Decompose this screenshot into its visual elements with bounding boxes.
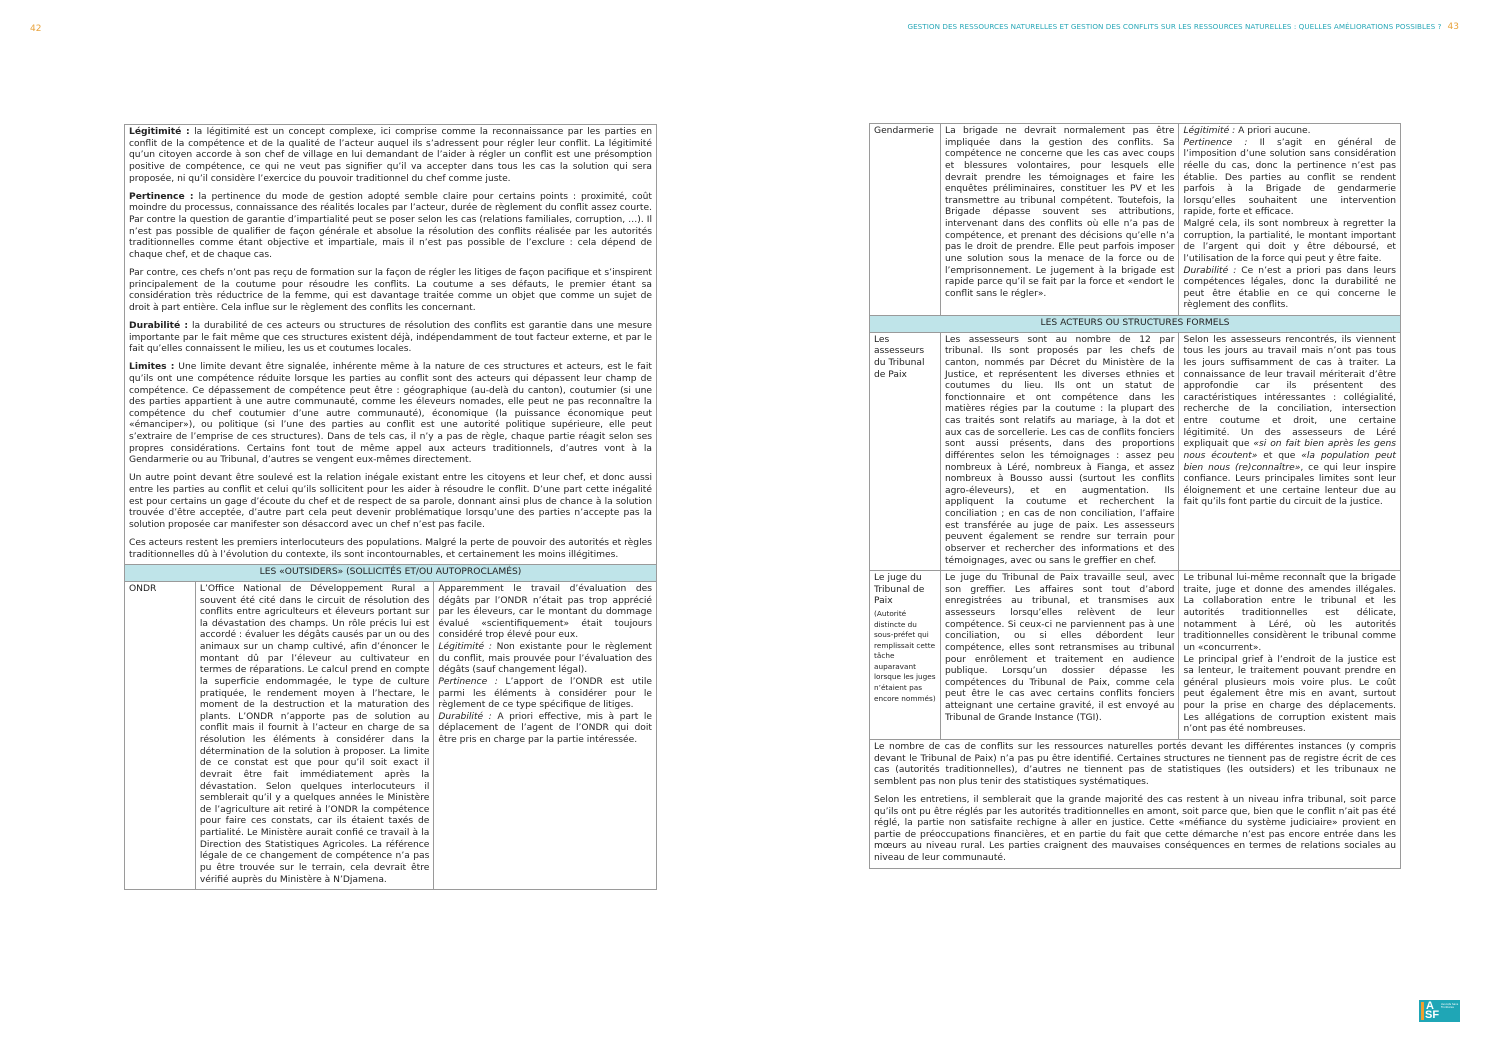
ondr-intro: Apparemment le travail d’évaluation des dégâts par l’ONDR n’était pas trop apprécié par les éleveurs, car le montant du dommage évalué «scientifiquement» était toujours considéré trop élevé pour eux.	[438, 583, 652, 641]
par-contre-paragraph: Par contre, ces chefs n’ont pas reçu de formation sur la façon de régler les litiges de façon pacifique et s’inspirent principalement de la coutume pour résoudre les conflits. La coutume a ses défauts, le premier étant sa considération très réductrice de la femme, qui est davantage traitée comme un objet que comme un sujet de droit à part entière. Cela influe sur le règlement des conflits les concernant.	[129, 267, 652, 313]
assesseurs-eval-1: Selon les assesseurs rencontrés, ils viennent tous les jours au travail mais n’ont pas tous les jours suffisamment de cas à traiter. La connaissance de leur travail mériterait d’être approfondie car ils présentent des caractéristiques intéressantes : collégialité, recherche de la conciliation, intersection entre coutume et droit, une certaine légitimité. Un des assesseurs de Léré expliquait que	[1183, 334, 1396, 450]
juge-row	[870, 571, 1401, 740]
legitimite-paragraph	[129, 127, 652, 185]
outsiders-band: LES «OUTSIDERS» (SOLLICITÉS ET/OU AUTOPROCLAMÉS)	[125, 565, 657, 582]
selon-paragraph: Selon les entretiens, il semblerait que la grande majorité des cas restent à un niveau infra tribunal, soit parce qu’ils ont pu être réglés par les autorités traditionnelles en amont, soit parce que, bien que le conflit n’ait pas été réglé, la partie non satisfaite rechigne à aller en justice. Cette «méfiance du système judiciaire» provient en partie de préoccupations financières, et en partie du fait que cette démarche n’est pas encore entrée dans les mœurs au niveau rural. Les parties craignent des mauvaises conséquences en termes de relations sociales au niveau de leur communauté.	[874, 794, 1396, 863]
ondr-evaluation-cell	[434, 581, 657, 889]
gendarmerie-durabilite-label: Durabilité :	[1183, 265, 1237, 276]
legitimite-text: la légitimité est un concept complexe, ici comprise comme la reconnaissance par les parties en conflit de la compétence et de la qualité de l’acteur auquel ils s’adressent pour régler leur conflit. La légitimité qu’un citoyen accorde à son chef de village en lui demandant de l’aider à régler un conflit est une présomption positive de compétence, ce qui ne veut pas signifier qu’il va accepter dans tous les cas la solution qui sera proposée, ni qu’il considère l’exercice du pouvoir traditionnel du chef comme juste.	[129, 127, 652, 184]
ondr-name-cell: ONDR	[125, 581, 196, 889]
juge-description-cell: Le juge du Tribunal de Paix travaille seul, avec son greffier. Les affaires sont tout d’abord enregistrées au tribunal, et transmises aux assesseurs lorsqu’elles relèvent de leur compétence. Si ceux-ci ne parviennent pas à une conciliation, ou si elles débordent leur compétence, elles sont retransmises au tribunal pour enrôlement et traitement en audience publique. Lorsqu’un dossier dépasse les compétences du Tribunal de Paix, comme cela peut être le cas avec certains conflits fonciers atteignant une certaine gravité, il est envoyé au Tribunal de Grande Instance (TGI).	[940, 571, 1178, 740]
logo-letters-sf: SF	[1425, 1009, 1440, 1021]
autre-point-paragraph: Un autre point devant être soulevé est la relation inégale existant entre les citoyens et leur chef, et donc aussi entre les parties au conflit et celui qu’ils sollicitent pour les aider à résoudre le conflit. D’une part cette inégalité est pour certains un gage d’écoute du chef et de respect de sa parole, donnant ainsi plus de chance à la solution trouvée d’être acceptée, d’autre part cela peut devenir problématique lorsqu’une des parties n’accepte pas la solution proposée car manifester son désaccord avec un chef n’est pas facile.	[129, 473, 652, 530]
assesseurs-quote-2: «la population peut bien nous (re)connaître»	[1183, 450, 1396, 473]
gendarmerie-evaluation-cell	[1179, 124, 1401, 316]
gendarmerie-description-cell: La brigade ne devrait normalement pas être impliquée dans la gestion des conflits. Sa compétence ne concerne que les cas avec coups et blessures volontaires, pour lesquels elle devrait prendre les témoignages et faire les enquêtes préliminaires, constituer les PV et les transmettre au tribunal compétent. Toutefois, la Brigade dépasse souvent ses attributions, intervenant dans des conflits où elle n’a pas de compétence, et prenant des décisions qu’elle n’a pas le droit de prendre. Elle peut parfois imposer une solution sous la menace de la force ou de l’emprisonnement. Le jugement à la brigade est rapide parce qu’il se fait par la force et «endort le conflit sans le régler».	[940, 124, 1178, 316]
ondr-legitimite-text: Non existante pour le règlement du conflit, mais prouvée pour l’évaluation des dégâts (sauf changement légal).	[438, 642, 652, 676]
left-page-number: 42	[30, 24, 42, 34]
ondr-durabilite-text: A priori effective, mis à part le déplacement de l’agent de l’ONDR qui doit être pris en charge par la partie intéressée.	[438, 711, 653, 745]
gendarmerie-pertinence-label: Pertinence :	[1183, 137, 1248, 148]
durabilite-text: la durabilité de ces acteurs ou structures de résolution des conflits est garantie dans une mesure importante par le fait même que ces structures existent déjà, indépendamment de tout facteur externe, et par le fait qu’elles connaissent le milieu, les us et coutumes locales.	[129, 320, 652, 355]
limites-label: Limites :	[129, 362, 175, 373]
ces-acteurs-paragraph: Ces acteurs restent les premiers interlocuteurs des populations. Malgré la perte de pouvoir des autorités et règles traditionnelles dû à l’évolution du contexte, ils sont incontournables, et certainement les moins illégitimes.	[129, 538, 652, 560]
assesseurs-name-cell: Les assesseurs du Tribunal de Paix	[870, 332, 941, 571]
ondr-durabilite-label: Durabilité :	[438, 711, 492, 722]
conclusion-row	[870, 739, 1401, 868]
formels-band-row	[870, 316, 1401, 333]
right-page-number: 43	[1447, 22, 1459, 32]
juge-name-cell	[870, 571, 941, 740]
right-page-table	[869, 123, 1401, 869]
formels-band: LES ACTEURS OU STRUCTURES FORMELS	[870, 316, 1401, 333]
pertinence-text: la pertinence du mode de gestion adopté semble claire pour certains points : proximité, coût moindre du processus, connaissance des réalités locales par l’acteur, durée de règlement du conflit assez courte. Par contre la question de garantie d’impartialité peut se poser selon les cas (relations familiales, corruption, …). Il n’est pas possible de qualifier de façon générale et absolue la résolution des conflits réalisée par les autorités traditionnelles comme étant objective et impartiale, mais il n’est pas possible de l’exclure : cela dépend de chaque chef, et de chaque cas.	[129, 191, 652, 260]
assesseurs-quote-1: «si on fait bien après les gens nous écoutent»	[1183, 439, 1396, 461]
ondr-pertinence-label: Pertinence :	[438, 676, 498, 687]
limites-text: Une limite devant être signalée, inhérente même à la nature de ces structures et acteurs, est le fait qu’ils ont une compétence réduite lorsque les parties au conflit sont des acteurs qui dépassent leur champ de compétence. Ce dépassement de compétence peut être : géographique (au-delà du canton), coutumier (si une des parties appartient à une autre communauté, comme les éleveurs nomades, elle peut ne pas reconnaître la compétence du chef coutumier d’une autre communauté), économique (la puissance économique peut «émanciper»), ou politique (si l’une des parties au conflit est une autorité politique supérieure, elle peut s’extraire de l’emprise de ces structures). Dans de tels cas, il n’y a pas de règle, chaque partie réagit selon ses propres considérations. Certains font tout de même appel aux acteurs traditionnels, d’autres vont à la Gendarmerie ou au Tribunal, d’autres se vengent eux-mêmes directement.	[129, 362, 652, 466]
juge-eval-2: Le principal grief à l’endroit de la justice est sa lenteur, le traitement pouvant prendre en général plusieurs mois voire plus. Le coût peut également être mis en avant, surtout pour la prise en charge des déplacements. Les allégations de corruption existent mais n’ont pas été nombreuses.	[1183, 654, 1396, 735]
gendarmerie-malgre-text: Malgré cela, ils sont nombreux à regretter la corruption, la partialité, le montant important de l’argent qui doit y être déboursé, et l’utilisation de la force qui peut y être faite.	[1183, 219, 1396, 264]
logo-caption: Avocats Sans Frontières	[1441, 1003, 1459, 1010]
ondr-row	[125, 581, 657, 889]
juge-name: Le juge du Tribunal de Paix	[874, 573, 925, 607]
traditional-evaluation-row	[125, 125, 657, 565]
assesseurs-row	[870, 332, 1401, 571]
juge-note: (Autorité distincte du sous-préfet qui remplissait cette tâche auparavant lorsque les juges n’étaient pas encore nommés)	[874, 609, 936, 703]
gendarmerie-name-cell: Gendarmerie	[870, 124, 941, 316]
nombre-paragraph: Le nombre de cas de conflits sur les ressources naturelles portés devant les différentes instances (y compris devant le Tribunal de Paix) n’a pas pu être identifié. Certaines structures ne tiennent pas de registre écrit de ces cas (autorités traditionnelles), d’autres ne tiennent pas de statistiques (les outsiders) et les tribunaux ne semblent pas non plus tenir des statistiques systématiques.	[874, 741, 1396, 787]
assesseurs-eval-3: , ce qui leur inspire confiance. Leurs principales limites sont leur éloignement et une certaine lenteur due au fait qu’ils font partie du circuit de la justice.	[1183, 462, 1396, 508]
conclusion-cell	[870, 739, 1401, 868]
ondr-description-cell: L’Office National de Développement Rural a souvent été cité dans le circuit de résolution des conflits entre agriculteurs et éleveurs portant sur la dévastation des champs. Un rôle précis lui est accordé : évaluer les dégâts causés par un ou des animaux sur un champ cultivé, afin d’énoncer le montant dû par l’éleveur au cultivateur en termes de réparations. Le calcul prend en compte la superficie endommagée, le type de culture pratiquée, le rendement moyen à l’hectare, le moment de la destruction et la maturation des plants. L’ONDR n’apporte pas de solution au conflit mais il fournit à l’acteur en charge de sa résolution les éléments à considérer dans la détermination de la solution à proposer. La limite de ce constat est que pour qu’il soit exact il devrait être fait immédiatement après la dévastation. Selon quelques interlocuteurs il semblerait qu’il y a quelques années le Ministère de l’agriculture ait retiré à l’ONDR la compétence pour faire ces constats, car ils étaient taxés de partialité. Le Ministère aurait confié ce travail à la Direction des Statistiques Agricoles. La référence légale de ce changement de compétence n’a pas pu être trouvée sur le terrain, cela devrait être vérifié auprès du Ministère à N’Djamena.	[195, 581, 434, 889]
gendarmerie-pertinence-text: Il s’agit en général de l’imposition d’une solution sans considération réelle du cas, donc la pertinence n’est pas établie. Des parties au conflit se rendent parfois à la Brigade de gendarmerie lorsqu’elles souhaitent une intervention rapide, forte et efficace.	[1183, 137, 1396, 218]
limites-paragraph	[129, 362, 652, 467]
ondr-legitimite-label: Légitimité :	[438, 642, 492, 652]
juge-evaluation-cell	[1179, 571, 1401, 740]
outsiders-band-row	[125, 565, 657, 582]
assesseurs-evaluation-cell	[1179, 332, 1401, 571]
durabilite-paragraph	[129, 321, 652, 356]
running-header	[907, 22, 1459, 32]
gendarmerie-row	[870, 124, 1401, 316]
assesseurs-eval-2: et que	[1257, 450, 1302, 461]
gendarmerie-legitimite-label: Légitimité :	[1183, 126, 1236, 136]
ondr-pertinence-text: L’apport de l’ONDR est utile parmi les éléments à considérer pour le règlement de ce type spécifique de litiges.	[438, 676, 652, 711]
logo-bar	[1421, 1002, 1424, 1020]
logo-letter-a: A	[1426, 1000, 1434, 1012]
assesseurs-description-cell: Les assesseurs sont au nombre de 12 par tribunal. Ils sont proposés par les chefs de canton, nommés par Décret du Ministère de la Justice, et représentent les diverses ethnies et coutumes du lieu. Ils ont un statut de fonctionnaire et ont compétence dans les matières régies par la coutume : la plupart des cas traités sont relatifs au mariage, à la dot et aux cas de sorcellerie. Les cas de conflits fonciers sont aussi présents, dans des proportions différentes selon les témoignages : assez peu nombreux à Léré, nombreux à Fianga, et assez nombreux à Bousso aussi (surtout les conflits agro-éleveurs), et en augmentation. Ils appliquent la coutume et recherchent la conciliation ; en cas de non conciliation, l’affaire est transférée au juge de paix. Les assesseurs peuvent également se rendre sur terrain pour observer et rechercher des informations et des témoignages, avec ou sans le greffier en chef.	[940, 332, 1178, 571]
running-title: GESTION DES RESSOURCES NATURELLES ET GESTION DES CONFLITS SUR LES RESSOURCES NATURELLES : QUELLES AMÉLIORATIONS POSSIBLES ?	[907, 22, 1442, 31]
traditional-evaluation-cell	[125, 125, 657, 565]
juge-eval-1: Le tribunal lui-même reconnaît que la brigade traite, juge et donne des amendes illégales. La collaboration entre le tribunal et les autorités traditionnelles est délicate, notamment à Léré, où les autorités traditionnelles considèrent le tribunal comme un «concurrent».	[1183, 573, 1396, 653]
pertinence-paragraph	[129, 192, 652, 262]
durabilite-label: Durabilité :	[129, 320, 189, 331]
left-page-table	[124, 124, 657, 890]
gendarmerie-legitimite-text: A priori aucune.	[1235, 126, 1311, 136]
gendarmerie-durabilite-text: Ce n’est a priori pas dans leurs compétences légales, donc la durabilité ne peut être établie en ce qui concerne le règlement des conflits.	[1183, 265, 1396, 311]
legitimite-label: Légitimité :	[129, 127, 190, 137]
asf-logo	[1419, 1000, 1460, 1022]
pertinence-label: Pertinence :	[129, 191, 194, 202]
